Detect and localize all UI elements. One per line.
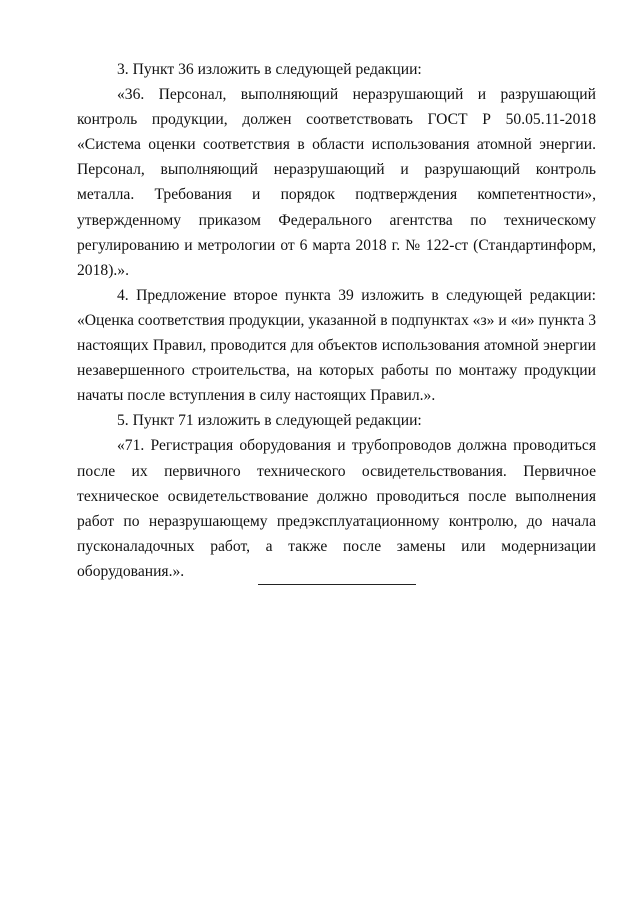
paragraph-item-71: «71. Регистрация оборудования и трубопроводов должна проводиться после их первичного технического освидетельствования. Первичное техническое освидетельствование должно проводиться после выполнения работ по неразрушающему предэксплуатационному контролю, до начала пусконаладочных работ, а также после замены или модернизации оборудования.». [77, 437, 596, 580]
paragraph-item-5: 5. Пункт 71 изложить в следующей редакции: [117, 412, 422, 430]
document-body [77, 57, 596, 584]
end-divider-line [258, 584, 416, 585]
paragraph-item-36: «36. Персонал, выполняющий неразрушающий и разрушающий контроль продукции, должен соответствовать ГОСТ Р 50.05.11-2018 «Система оценки соответствия в области использования атомной энергии. Персонал, выполняющий неразрушающий и разрушающий контроль металла. Требования и порядок подтверждения компетентности», утвержденному приказом Федерального агентства по техническому регулированию и метрологии от 6 марта 2018 г. № 122-ст (Стандартинформ, 2018).». [77, 86, 596, 279]
paragraph-item-3: 3. Пункт 36 изложить в следующей редакции: [117, 61, 422, 78]
paragraph-item-4: 4. Предложение второе пункта 39 изложить в следующей редакции: «Оценка соответствия продукции, указанной в подпунктах «з» и «и» пункта 3 настоящих Правил, проводится для объектов использования атомной энергии незавершенного строительства, на которых работы по монтажу продукции начаты после вступления в силу настоящих Правил.». [77, 286, 596, 405]
